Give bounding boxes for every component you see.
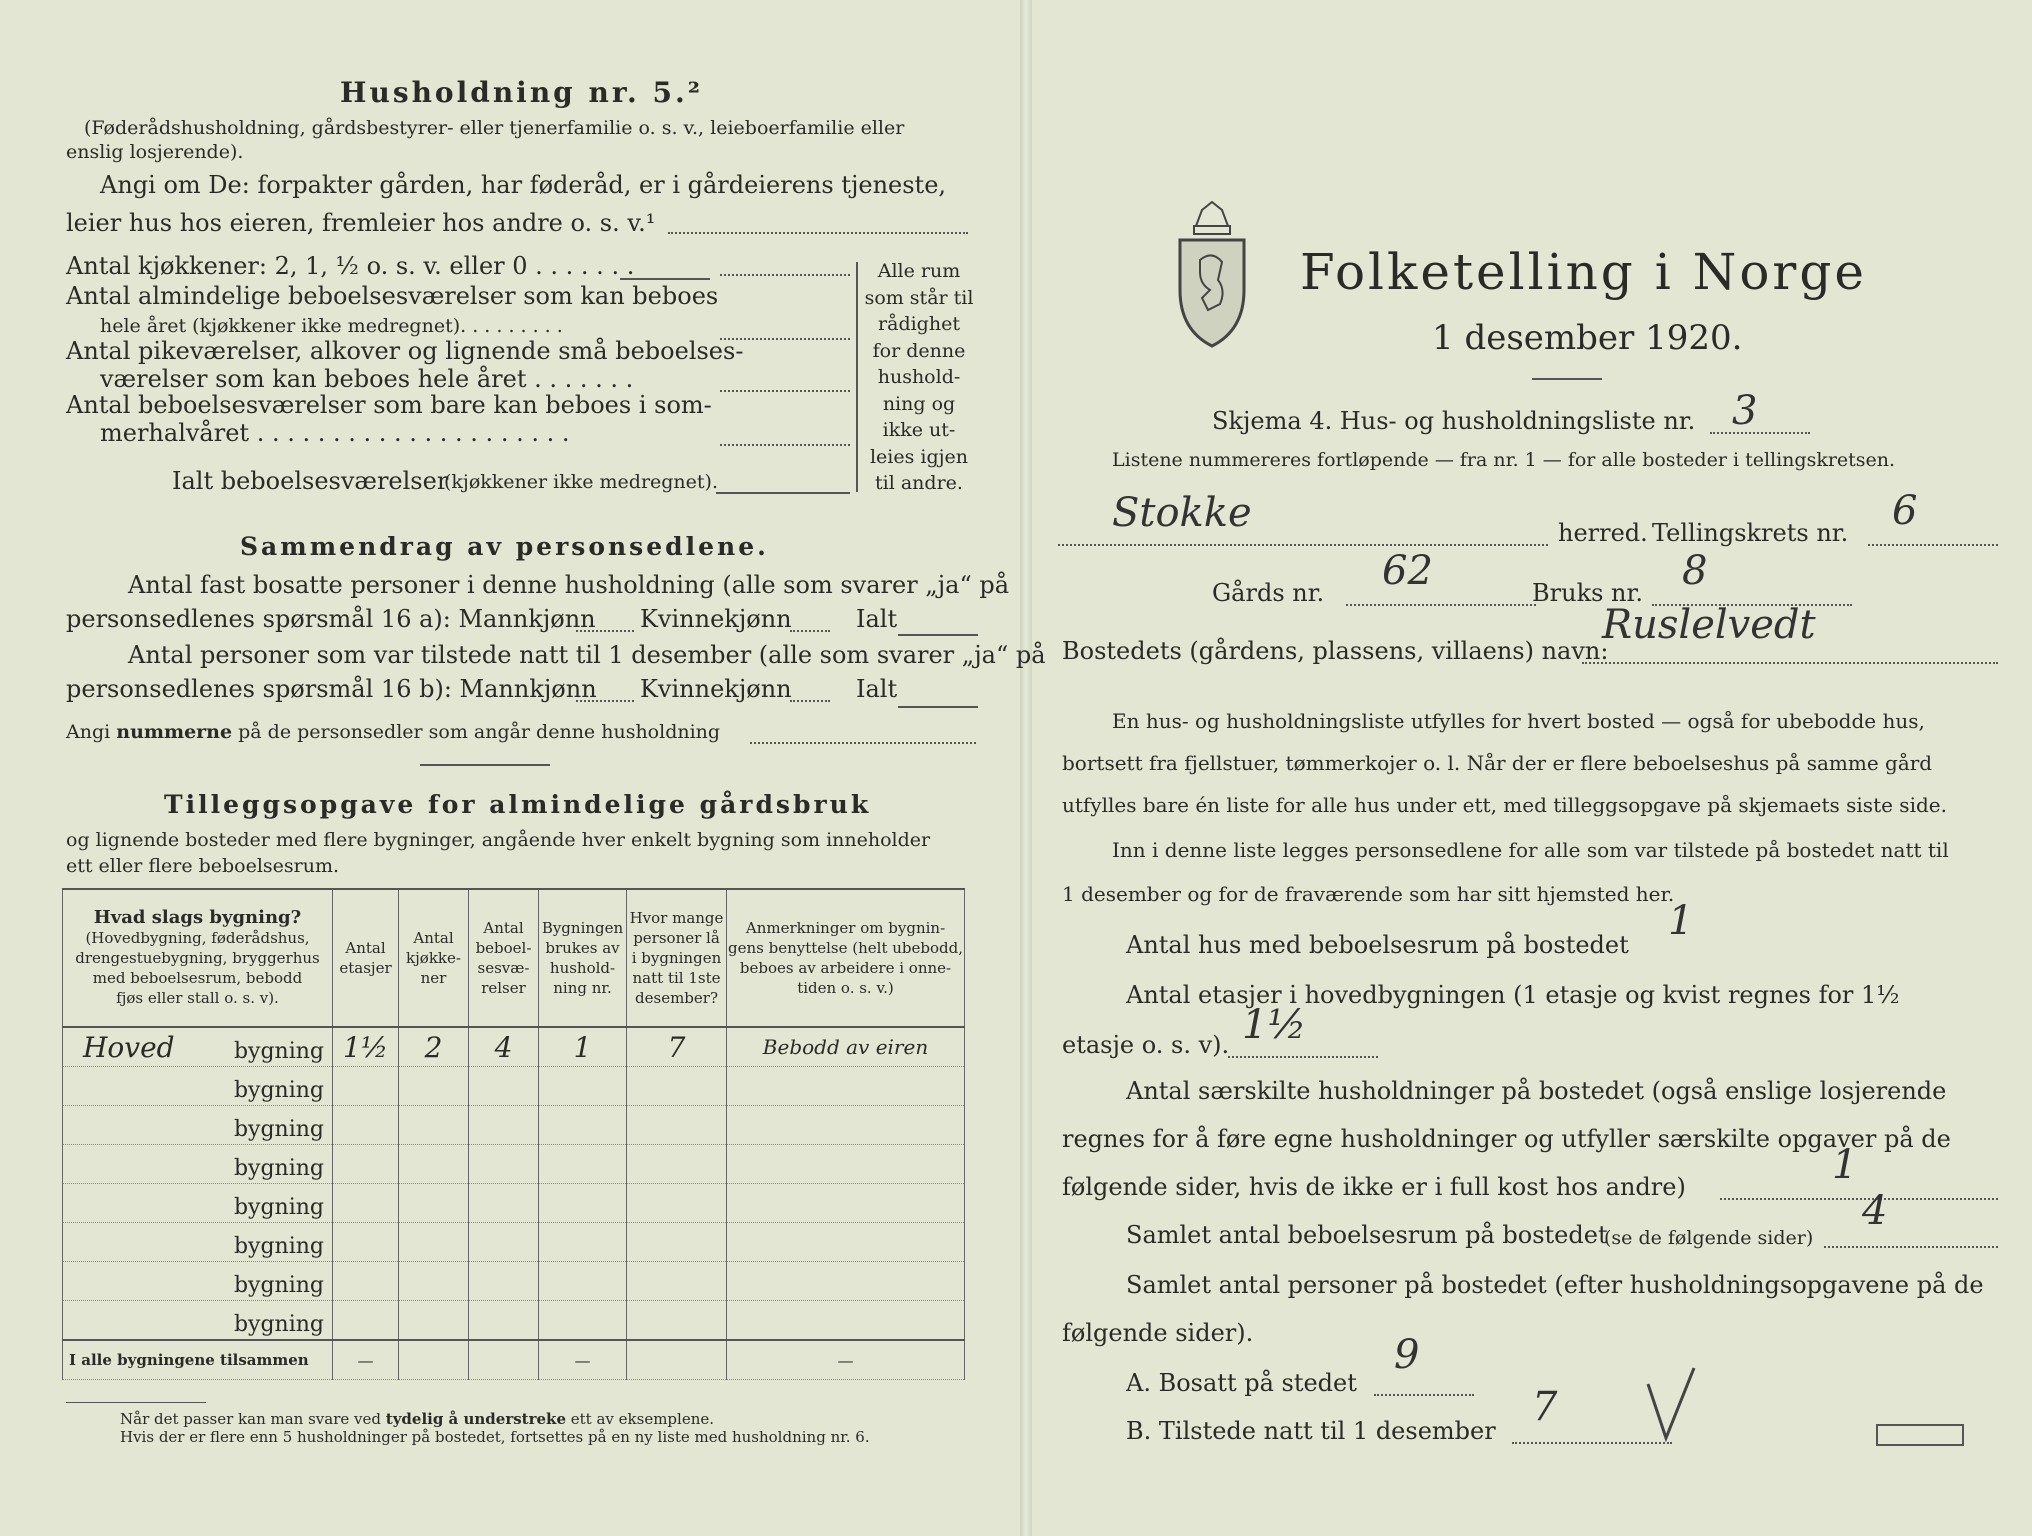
buildings-table [62, 888, 965, 1380]
remarks-cell[interactable] [727, 1223, 965, 1262]
remarks-cell[interactable] [727, 1262, 965, 1301]
header-text: desember? [635, 989, 718, 1007]
q-rum-label: Samlet antal beboelsesrum på bostedet [1126, 1221, 1608, 1249]
footnote-emph: tydelig å understreke [385, 1410, 566, 1428]
rooms-line-6: Antal beboelsesværelser som bare kan beboes i som- [66, 391, 712, 419]
remarks-cell[interactable] [727, 1184, 965, 1223]
persons-cell[interactable] [627, 1301, 727, 1341]
header-text: Hvad slags bygning? [93, 907, 302, 928]
remarks-cell[interactable] [727, 1145, 965, 1184]
brace-note-line: rådighet [878, 313, 960, 335]
header-text: Hvor mange [629, 909, 724, 927]
instructions-para-2 [1062, 828, 2002, 916]
building-type-cell[interactable] [63, 1262, 333, 1301]
header-persons [627, 889, 727, 1027]
header-text: Antal [413, 929, 454, 947]
header-text: Bygningen [541, 919, 624, 937]
rooms-cell[interactable] [469, 1106, 539, 1145]
total-label: I alle bygningene tilsammen [63, 1340, 333, 1380]
rooms-line-7: merhalvåret . . . . . . . . . . . . . . . . . . . . . [100, 419, 570, 447]
header-text: hushold- [549, 959, 616, 977]
kitchens-cell[interactable] [399, 1145, 469, 1184]
persons-cell[interactable] [627, 1106, 727, 1145]
census-date: 1 desember 1920. [1432, 318, 1743, 358]
rooms-line-4: Antal pikeværelser, alkover og lignende små beboelses- [66, 337, 744, 365]
header-kitchens [399, 889, 469, 1027]
bruks-value: 8 [1682, 548, 1708, 594]
household-cell[interactable] [539, 1262, 627, 1301]
angi-line-1: Angi om De: forpakter gården, har føderåd, er i gårdeierens tjeneste, [100, 171, 947, 199]
bruks-label: Bruks nr. [1532, 579, 1643, 607]
kitchens-cell[interactable] [399, 1262, 469, 1301]
remarks-cell[interactable] [727, 1106, 965, 1145]
checkmark-icon [1642, 1364, 1702, 1444]
q-hus-value: 1 [1668, 898, 1694, 944]
nummerne-answer-line[interactable] [750, 742, 976, 744]
kvinne-b-label: Kvinnekjønn [640, 675, 792, 703]
q-hush-value: 1 [1832, 1142, 1858, 1188]
skjema-answer-line[interactable] [1710, 432, 1810, 434]
building-suffix: bygning [233, 1156, 324, 1181]
header-text: brukes av [545, 939, 620, 957]
rooms-cell[interactable] [469, 1184, 539, 1223]
gards-answer-line[interactable] [1346, 604, 1536, 606]
brace-note-line: ning og [882, 392, 956, 415]
household-title: Husholdning nr. 5.² [340, 76, 704, 109]
rooms-cell[interactable]: 4 [469, 1027, 539, 1067]
household-cell[interactable] [539, 1106, 627, 1145]
ialt-a-label: Ialt [856, 605, 898, 633]
household-cell[interactable] [539, 1223, 627, 1262]
listene-note: Listene nummereres fortløpende — fra nr. 1 — for alle bosteder i tellingskretsen. [1112, 449, 1896, 471]
mann-a-answer[interactable] [576, 630, 634, 632]
rooms-cell[interactable] [469, 1301, 539, 1341]
ialt-rooms-note: (kjøkkener ikke medregnet). [444, 471, 718, 493]
rule [620, 278, 710, 280]
right-page [1032, 0, 2032, 1536]
building-type-value: Hoved [83, 1030, 175, 1064]
kvinne-b-answer[interactable] [790, 700, 830, 702]
total-floors: — [333, 1340, 399, 1380]
rooms-cell[interactable] [469, 1262, 539, 1301]
building-suffix: bygning [233, 1078, 324, 1103]
instruction-line: 1 desember og for de fraværende som har sitt hjemsted her. [1062, 882, 1675, 906]
rooms-cell[interactable] [469, 1223, 539, 1262]
brace-note-line: for denne [872, 339, 966, 362]
nummerne-word: nummerne [116, 721, 233, 743]
persons-cell[interactable] [627, 1145, 727, 1184]
table-row [63, 1067, 965, 1106]
header-text: Antal [483, 919, 524, 937]
header-text: beboes av arbeidere i onne- [739, 959, 952, 977]
q-etasjer-line-1: Antal etasjer i hovedbygningen (1 etasje og kvist regnes for 1½ [1126, 981, 1900, 1009]
summary-title: Sammendrag av personsedlene. [240, 532, 769, 561]
brace-note-line: hushold- [877, 366, 961, 388]
skjema-line: Skjema 4. Hus- og husholdningsliste nr. [1212, 407, 1696, 435]
brace-note-line: ikke ut- [882, 419, 956, 441]
brace-note-line: til andre. [875, 472, 963, 494]
building-type-value [63, 1187, 83, 1220]
q-rum-answer-line[interactable] [1824, 1246, 1998, 1248]
table-row [63, 1262, 965, 1301]
tillegg-title: Tilleggsopgave for almindelige gårdsbruk [164, 790, 872, 819]
header-text: (Hovedbygning, føderådshus, [85, 929, 310, 947]
table-header-row [63, 889, 965, 1027]
rooms-line-5: værelser som kan beboes hele året . . . . . . . [100, 365, 634, 393]
gards-value: 62 [1382, 548, 1433, 594]
building-type-value [63, 1304, 83, 1337]
b-tilstede-value: 7 [1532, 1384, 1558, 1430]
title-rule [1532, 378, 1602, 380]
table-row [63, 1301, 965, 1341]
table-row [63, 1106, 965, 1145]
header-text: ning nr. [553, 979, 612, 997]
instructions-para-1 [1062, 700, 2002, 826]
header-text: drengestuebygning, bryggerhus [75, 949, 320, 967]
persons-cell[interactable] [627, 1262, 727, 1301]
header-text: gens benyttelse (helt ubebodd, [727, 939, 964, 957]
q-rum-value: 4 [1862, 1188, 1888, 1234]
table-row [63, 1184, 965, 1223]
header-text: personer lå [633, 929, 720, 947]
household-cell[interactable] [539, 1067, 627, 1106]
skjema-value: 3 [1732, 388, 1758, 434]
rooms-cell[interactable] [469, 1067, 539, 1106]
tellingskrets-answer-line[interactable] [1868, 544, 1998, 546]
header-building-type [63, 889, 333, 1027]
angi-nummerne-rest: på de personsedler som angår denne husholdning [238, 721, 721, 743]
header-text: ner [420, 969, 447, 987]
kitchens-cell[interactable] [399, 1223, 469, 1262]
building-suffix: bygning [233, 1312, 324, 1337]
remarks-cell[interactable] [727, 1301, 965, 1341]
header-rooms [469, 889, 539, 1027]
angi-nummerne-line [66, 720, 720, 744]
b-tilstede-label: B. Tilstede natt til 1 desember [1126, 1417, 1496, 1445]
building-type-cell[interactable] [63, 1301, 333, 1341]
ialt-rooms-answer-line[interactable] [716, 492, 850, 494]
persons-cell[interactable] [627, 1184, 727, 1223]
floors-cell[interactable] [333, 1262, 399, 1301]
building-type-value [63, 1070, 83, 1103]
summer-rooms-answer-line[interactable] [720, 444, 850, 446]
tillegg-line-2: ett eller flere beboelsesrum. [66, 855, 340, 877]
floors-cell[interactable] [333, 1106, 399, 1145]
kvinne-a-label: Kvinnekjønn [640, 605, 792, 633]
herred-label: herred. [1558, 519, 1648, 547]
floors-cell[interactable]: 1½ [333, 1027, 399, 1067]
table-row [63, 1223, 965, 1262]
angi-word: Angi [66, 721, 111, 743]
building-type-cell[interactable] [63, 1145, 333, 1184]
brace-note-line: Alle rum [877, 260, 961, 282]
household-cell[interactable]: 1 [539, 1027, 627, 1067]
building-suffix: bygning [233, 1117, 324, 1142]
total-household: — [539, 1340, 627, 1380]
header-text: Antal [345, 939, 386, 957]
a-bosatt-answer-line[interactable] [1374, 1394, 1474, 1396]
brace-note-line: som står til [864, 286, 974, 309]
angi-answer-line[interactable] [668, 232, 968, 234]
brace-note [864, 258, 974, 497]
header-text: beboel- [475, 939, 532, 957]
brace [856, 262, 858, 492]
rooms-line-3: hele året (kjøkkener ikke medregnet). . . . . . . . . [100, 315, 563, 337]
q-etasjer-value: 1½ [1242, 1002, 1307, 1048]
q-hush-line-1: Antal særskilte husholdninger på bostedet (også enslige losjerende [1126, 1077, 1947, 1105]
persons-cell[interactable] [627, 1067, 727, 1106]
instruction-line: utfylles bare én liste for alle hus under ett, med tilleggsopgave på skjemaets siste side. [1062, 793, 1947, 817]
summary-line-4: personsedlenes spørsmål 16 b): Mannkjønn [66, 675, 597, 703]
floors-cell[interactable] [333, 1067, 399, 1106]
household-cell[interactable] [539, 1301, 627, 1341]
bostedets-answer-line[interactable] [1582, 662, 1998, 664]
footnote-rule [66, 1402, 206, 1403]
household-cell[interactable] [539, 1184, 627, 1223]
kitchens-cell[interactable]: 2 [399, 1027, 469, 1067]
building-type-value [63, 1148, 83, 1181]
q-pers-line-1: Samlet antal personer på bostedet (efter husholdningsopgavene på de [1126, 1271, 1984, 1299]
instruction-line: Inn i denne liste legges personsedlene for alle som var tilstede på bostedet natt til [1112, 838, 1949, 862]
footnote-text: ett av eksemplene. [570, 1410, 715, 1428]
angi-line-2: leier hus hos eieren, fremleier hos andre o. s. v.¹ [66, 209, 656, 237]
footnote-text: Når det passer kan man svare ved [120, 1410, 381, 1428]
ialt-rooms-label: Ialt beboelsesværelser [172, 467, 449, 495]
herred-value: Stokke [1112, 490, 1252, 536]
header-remarks [727, 889, 965, 1027]
header-text: Anmerkninger om bygnin- [745, 919, 946, 937]
rooms-cell[interactable] [469, 1145, 539, 1184]
q-pers-line-2: følgende sider). [1062, 1319, 1254, 1347]
header-household-nr [539, 889, 627, 1027]
summary-line-1: Antal fast bosatte personer i denne husholdning (alle som svarer „ja“ på [128, 571, 1010, 599]
ialt-a-answer[interactable] [898, 634, 978, 636]
building-suffix: bygning [233, 1273, 324, 1298]
q-rum-note: (se de følgende sider) [1604, 1227, 1814, 1249]
table-body [63, 1027, 965, 1340]
printer-stamp-icon [1876, 1424, 1964, 1446]
building-type-cell[interactable] [63, 1027, 333, 1067]
building-type-cell[interactable] [63, 1067, 333, 1106]
ialt-b-answer[interactable] [898, 706, 978, 708]
header-text: etasjer [339, 959, 392, 977]
kvinne-a-answer[interactable] [790, 630, 830, 632]
rooms-line-1: Antal kjøkkener: 2, 1, ½ o. s. v. eller 0 . . . . . . . [66, 252, 635, 280]
persons-cell[interactable]: 7 [627, 1027, 727, 1067]
census-title: Folketelling i Norge [1300, 243, 1867, 301]
bostedets-label: Bostedets (gårdens, plassens, villaens) navn: [1062, 637, 1609, 665]
mann-b-answer[interactable] [576, 700, 634, 702]
table-row [63, 1027, 965, 1067]
building-suffix: bygning [233, 1234, 324, 1259]
building-type-value [63, 1265, 83, 1298]
header-text: sesvæ- [477, 959, 530, 977]
floors-cell[interactable] [333, 1301, 399, 1341]
q-hush-answer-line[interactable] [1720, 1198, 1998, 1200]
herred-answer-line[interactable] [1058, 544, 1548, 546]
q-hus-label: Antal hus med beboelsesrum på bostedet [1126, 931, 1629, 959]
building-type-cell[interactable] [63, 1106, 333, 1145]
a-bosatt-value: 9 [1394, 1332, 1420, 1378]
norway-coat-of-arms-icon [1172, 200, 1252, 350]
total-rooms [469, 1340, 539, 1380]
q-etasjer-answer-line[interactable] [1228, 1056, 1378, 1058]
floors-cell[interactable] [333, 1145, 399, 1184]
bostedets-value: Ruslelvedt [1602, 602, 1816, 648]
footnote-1 [120, 1410, 714, 1429]
floors-cell[interactable] [333, 1184, 399, 1223]
total-remarks: — [727, 1340, 965, 1380]
household-subtitle-1: (Føderådshusholdning, gårdsbestyrer- eller tjenerfamilie o. s. v., leieboerfamilie eller [84, 117, 905, 139]
building-suffix: bygning [233, 1195, 324, 1220]
remarks-cell[interactable]: Bebodd av eiren [727, 1027, 965, 1067]
household-subtitle-2: enslig losjerende). [66, 141, 244, 163]
ialt-b-label: Ialt [856, 675, 898, 703]
tellingskrets-label: Tellingskrets nr. [1652, 519, 1849, 547]
brace-note-line: leies igjen [869, 445, 969, 468]
building-type-cell[interactable] [63, 1184, 333, 1223]
header-text: tiden o. s. v.) [797, 979, 894, 997]
persons-cell[interactable] [627, 1223, 727, 1262]
header-floors [333, 889, 399, 1027]
table-row [63, 1145, 965, 1184]
section-rule [420, 764, 550, 766]
building-type-value [63, 1109, 83, 1142]
kitchens-answer-line[interactable] [720, 274, 850, 276]
total-kitchens [399, 1340, 469, 1380]
header-text: relser [481, 979, 526, 997]
header-text: kjøkke- [406, 949, 461, 967]
instruction-line: bortsett fra fjellstuer, tømmerkojer o. l. Når der er flere beboelseshus på samme gård [1062, 751, 1933, 775]
rooms-line-2: Antal almindelige beboelsesværelser som kan beboes [66, 282, 719, 310]
q-etasjer-line-2: etasje o. s. v). [1062, 1031, 1230, 1059]
header-text: i bygningen [631, 949, 722, 967]
footnote-2: Hvis der er flere enn 5 husholdninger på bostedet, fortsettes på en ny liste med husholdning nr. 6. [120, 1428, 870, 1446]
kitchens-cell[interactable] [399, 1106, 469, 1145]
header-text: med beboelsesrum, bebodd [92, 969, 303, 987]
kitchens-cell[interactable] [399, 1067, 469, 1106]
table-total-row [63, 1340, 965, 1380]
a-bosatt-label: A. Bosatt på stedet [1126, 1369, 1357, 1397]
summary-line-2: personsedlenes spørsmål 16 a): Mannkjønn [66, 605, 596, 633]
remarks-cell[interactable] [727, 1067, 965, 1106]
page-fold [1020, 0, 1032, 1536]
gards-label: Gårds nr. [1212, 579, 1325, 607]
q-hush-line-3: følgende sider, hvis de ikke er i full kost hos andre) [1062, 1173, 1686, 1201]
small-rooms-answer-line[interactable] [720, 390, 850, 392]
header-text: fjøs eller stall o. s. v). [116, 989, 279, 1007]
kitchens-cell[interactable] [399, 1184, 469, 1223]
total-persons [627, 1340, 727, 1380]
summary-line-3: Antal personer som var tilstede natt til 1 desember (alle som svarer „ja“ på [128, 641, 1046, 669]
tellingskrets-value: 6 [1892, 488, 1918, 534]
instruction-line: En hus- og husholdningsliste utfylles for hvert bosted — også for ubebodde hus, [1112, 709, 1925, 733]
building-suffix: bygning [233, 1039, 324, 1064]
tillegg-line-1: og lignende bosteder med flere bygninger, angående hver enkelt bygning som inneholder [66, 829, 931, 851]
building-type-value [63, 1226, 83, 1259]
household-cell[interactable] [539, 1145, 627, 1184]
q-hush-line-2: regnes for å føre egne husholdninger og utfyller særskilte opgaver på de [1062, 1125, 1951, 1153]
header-text: natt til 1ste [632, 969, 721, 987]
kitchens-cell[interactable] [399, 1301, 469, 1341]
building-type-cell[interactable] [63, 1223, 333, 1262]
floors-cell[interactable] [333, 1223, 399, 1262]
